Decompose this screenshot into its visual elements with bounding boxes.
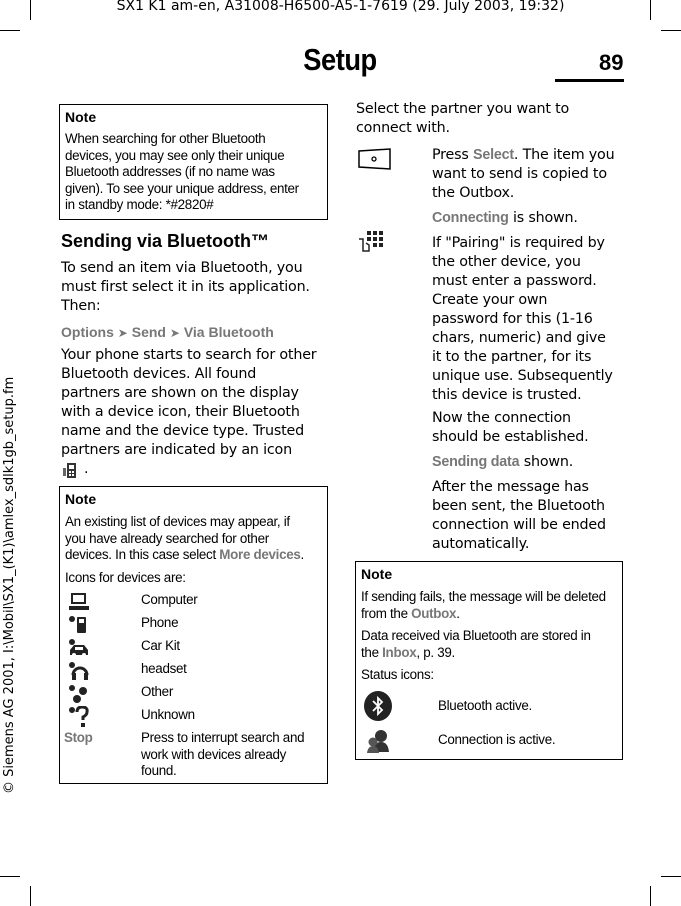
note-text	[361, 589, 622, 622]
body-line: been sent, the Bluetooth	[432, 498, 605, 514]
more-devices-link: More devices	[219, 547, 301, 562]
crop-mark	[0, 30, 20, 31]
headset-icon	[68, 661, 90, 685]
body-line: name and the device type. Trusted	[61, 423, 304, 439]
connection-active-icon	[366, 728, 392, 758]
note-text	[361, 628, 622, 661]
note-heading: Note	[65, 109, 97, 125]
body-line: After the message has	[432, 479, 589, 495]
select-key: Select	[472, 147, 514, 163]
unknown-device-icon	[68, 706, 90, 732]
search-paragraph	[61, 346, 316, 460]
crop-mark	[30, 886, 31, 906]
body-line: the Outbox.	[432, 185, 515, 201]
section-title: Sending via Bluetooth™	[61, 231, 270, 251]
note-text-span: devices. In this case select	[65, 547, 220, 562]
icons-caption: Icons for devices are:	[65, 569, 186, 585]
body-line: with a device icon, their Bluetooth	[61, 404, 300, 420]
body-line: unique use. Subsequently	[432, 368, 613, 384]
note-line: Data received via Bluetooth are stored in	[361, 628, 591, 643]
path-arrow-icon: ➤	[117, 326, 128, 340]
note-text-span: from the	[361, 605, 412, 621]
note-line: you have already searched for other	[65, 530, 269, 546]
body-line: automatically.	[432, 536, 530, 552]
note-text	[65, 131, 327, 214]
body-line	[432, 146, 614, 165]
trusted-partner-icon	[62, 460, 82, 484]
crop-mark	[661, 876, 681, 877]
body-line: partners are shown on the display	[61, 385, 299, 401]
stop-key: Stop	[64, 730, 93, 745]
body-line: Your phone starts to search for other	[61, 347, 317, 363]
crop-mark	[650, 886, 651, 906]
note-text-span: the	[361, 644, 383, 660]
body-line: must enter a password.	[432, 273, 597, 289]
note-line: Bluetooth addresses (if no name was	[65, 164, 275, 179]
body-span: . The item you	[513, 147, 615, 163]
bluetooth-active-icon	[362, 690, 394, 726]
body-line: connect with.	[356, 120, 450, 136]
body-line: it to the partner, for its	[432, 349, 592, 365]
computer-icon	[68, 592, 90, 616]
path-via-bluetooth: Via Bluetooth	[183, 324, 274, 340]
stop-description	[141, 730, 304, 780]
path-arrow-icon: ➤	[169, 326, 180, 340]
body-line: this device is trusted.	[432, 387, 582, 403]
note-line: given). To see your unique address, enter	[65, 180, 299, 196]
note-line: An existing list of devices may appear, if	[65, 514, 290, 529]
note-line	[361, 606, 622, 623]
device-label: Unknown	[141, 707, 195, 722]
body-line: password for this (1-16	[432, 311, 593, 327]
note-heading: Note	[65, 491, 97, 507]
note-line: found.	[141, 763, 177, 778]
body-line: the other device, you	[432, 254, 581, 270]
softkey-right-icon	[357, 147, 393, 175]
inbox-link: Inbox	[382, 644, 417, 660]
page-title	[240, 42, 440, 78]
note-text-span: .	[456, 605, 460, 621]
side-copyright: © Siemens AG 2001, I:\Mobil\SX1_(K1)\amlex_sdlk1gb_setup.fm	[2, 376, 17, 794]
device-label: Other	[141, 684, 173, 699]
body-span: Press	[432, 147, 473, 163]
note-line: If sending fails, the message will be deleted	[361, 589, 606, 604]
connecting-status	[432, 209, 578, 228]
title-rule	[555, 79, 624, 82]
body-line: If "Pairing" is required by	[432, 235, 605, 251]
device-label: Computer	[141, 592, 198, 607]
status-label: Bluetooth active.	[438, 698, 532, 713]
car-kit-icon	[68, 638, 90, 662]
note-line: devices, you may see only their unique	[65, 147, 285, 163]
connecting-key: Connecting	[432, 210, 509, 226]
body-line: Select the partner you want to	[356, 101, 570, 117]
after-sent-paragraph	[432, 478, 606, 554]
body-line: partners are indicated by an icon	[61, 442, 292, 458]
body-line: Create your own	[432, 292, 548, 308]
body-line: To send an item via Bluetooth, you	[61, 260, 303, 276]
search-end: .	[84, 461, 89, 477]
pairing-paragraph	[432, 234, 613, 405]
note-line	[361, 645, 622, 662]
note-line	[65, 547, 327, 564]
page-number: 89	[599, 50, 624, 75]
note-heading: Note	[361, 566, 393, 582]
note-line: work with devices already	[141, 746, 287, 762]
established-paragraph	[432, 409, 588, 447]
note-box-status	[355, 561, 623, 760]
menu-path	[61, 324, 274, 340]
body-line: connection will be ended	[432, 517, 606, 533]
outbox-link: Outbox	[411, 605, 457, 621]
body-line: should be established.	[432, 429, 589, 445]
body-line: Then:	[61, 298, 101, 314]
path-options: Options	[61, 324, 114, 340]
path-send: Send	[131, 324, 166, 340]
intro-paragraph	[61, 259, 310, 316]
device-label: Car Kit	[141, 638, 180, 653]
note-text-span: , p. 39.	[416, 644, 455, 660]
body-line: want to send is copied to	[432, 166, 607, 182]
device-label: Phone	[141, 615, 179, 630]
select-partner-paragraph	[356, 100, 569, 138]
body-line: Now the connection	[432, 410, 571, 426]
status-caption: Status icons:	[361, 667, 434, 682]
note-line: When searching for other Bluetooth	[65, 131, 266, 146]
body-line: must first select it in its application.	[61, 279, 310, 295]
body-line: chars, numeric) and give	[432, 330, 606, 346]
page-title-text: Setup	[303, 42, 377, 77]
crop-mark	[661, 30, 681, 31]
sending-status	[432, 453, 573, 472]
crop-mark	[0, 876, 20, 877]
other-device-icon	[68, 684, 90, 708]
body-line: Bluetooth devices. All found	[61, 366, 257, 382]
body-span: shown.	[519, 454, 574, 470]
sending-data-key: Sending data	[432, 454, 520, 470]
device-label: headset	[141, 661, 187, 676]
phone-icon	[68, 615, 90, 639]
note-text	[65, 514, 327, 564]
press-select-paragraph	[432, 146, 614, 203]
note-line: in standby mode: *#2820#	[65, 197, 214, 212]
note-text-span: .	[300, 547, 304, 562]
body-span: is shown.	[508, 210, 578, 226]
running-head: SX1 K1 am-en, A31008-H6500-A5-1-7619 (29. July 2003, 19:32)	[116, 0, 565, 14]
status-label: Connection is active.	[438, 732, 556, 747]
note-box-search	[59, 104, 328, 220]
keypad-icon	[357, 229, 385, 257]
note-line: Press to interrupt search and	[141, 730, 305, 745]
